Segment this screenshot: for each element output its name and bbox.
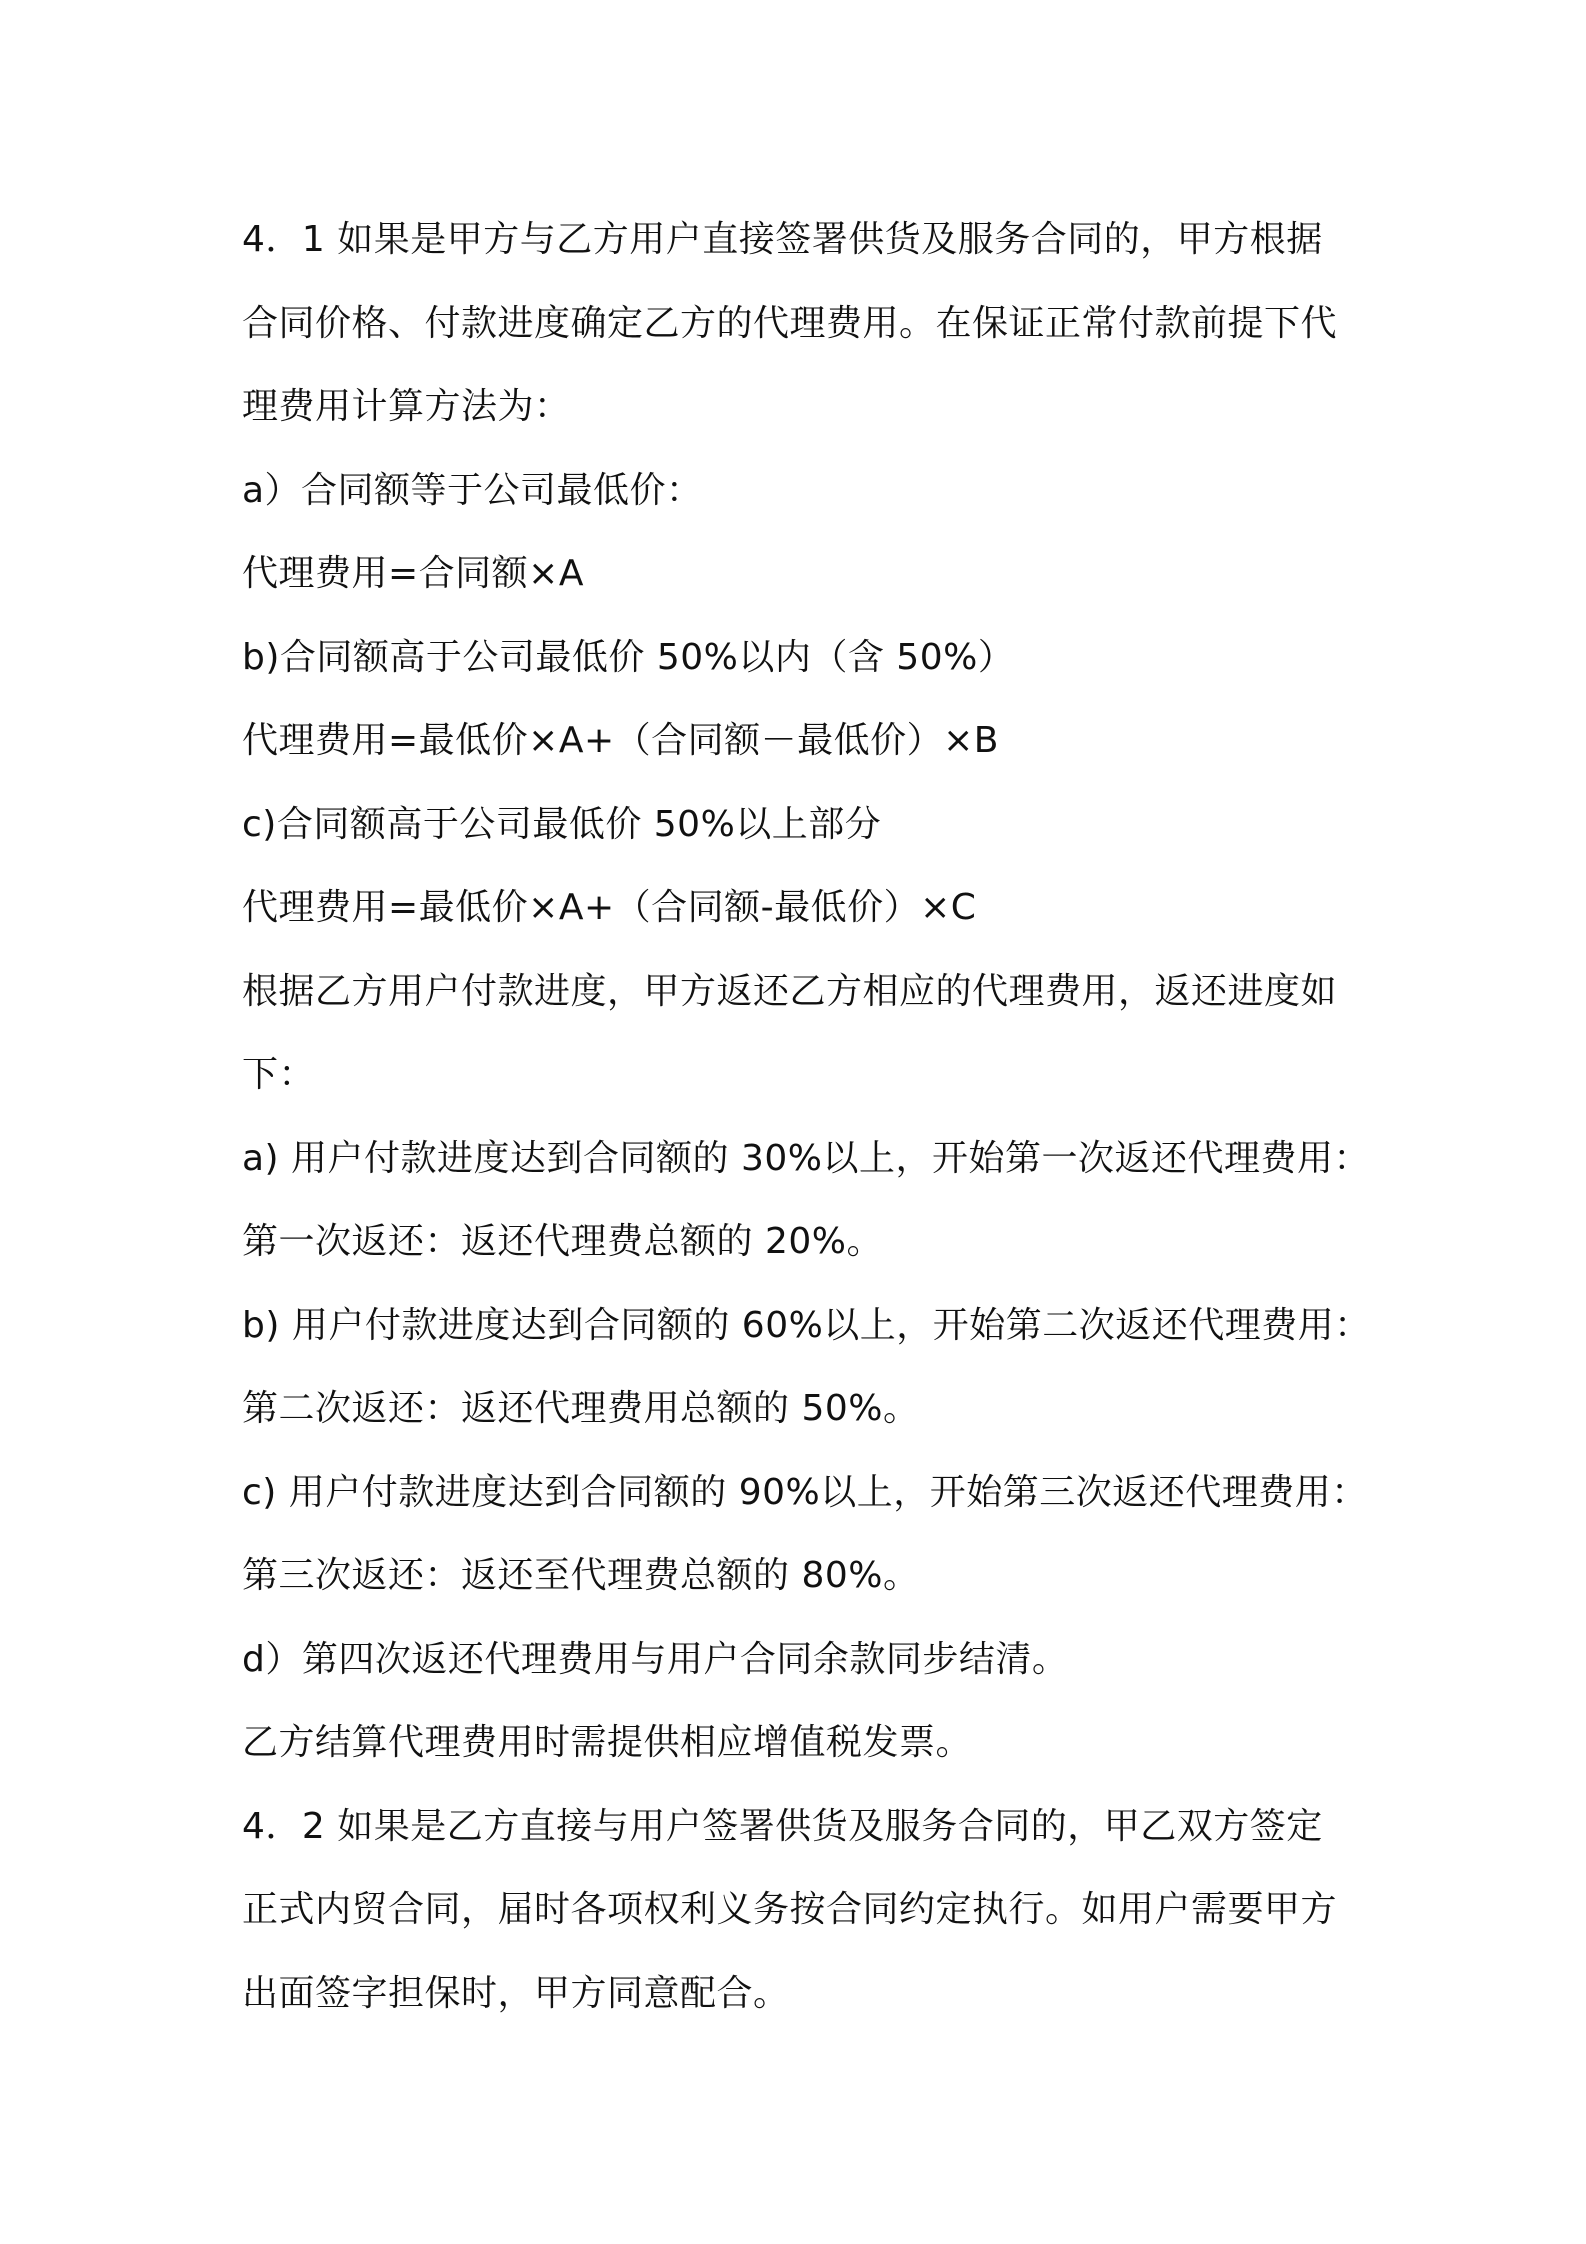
case-b-formula: 代理费用=最低价×A+（合同额－最低价）×B — [242, 720, 999, 761]
clause-4-2-line-2: 正式内贸合同，届时各项权利义务按合同约定执行。如用户需要甲方 — [242, 1889, 1338, 1930]
invoice-note: 乙方结算代理费用时需提供相应增值税发票。 — [242, 1722, 973, 1763]
refund-a-amount: 第一次返还：返还代理费总额的 20%。 — [242, 1221, 883, 1262]
refund-d: d）第四次返还代理费用与用户合同余款同步结清。 — [242, 1638, 1069, 1680]
clause-4-1-line-1: 4．1 如果是甲方与乙方用户直接签署供货及服务合同的，甲方根据 — [242, 219, 1323, 260]
refund-intro-line-2: 下： — [242, 1054, 316, 1095]
refund-c-condition: c) 用户付款进度达到合同额的 90%以上，开始第三次返还代理费用： — [242, 1471, 1368, 1513]
refund-a-condition: a) 用户付款进度达到合同额的 30%以上，开始第一次返还代理费用： — [242, 1137, 1371, 1179]
clause-4-2-line-1: 4．2 如果是乙方直接与用户签署供货及服务合同的，甲乙双方签定 — [242, 1805, 1323, 1847]
case-c-heading: c)合同额高于公司最低价 50%以上部分 — [242, 803, 882, 845]
clause-4-2-line-3: 出面签字担保时，甲方同意配合。 — [242, 1972, 790, 2014]
clause-4-1-line-3: 理费用计算方法为： — [242, 386, 571, 427]
clause-4-1-line-2: 合同价格、付款进度确定乙方的代理费用。在保证正常付款前提下代 — [242, 302, 1338, 344]
refund-intro-line-1: 根据乙方用户付款进度，甲方返还乙方相应的代理费用，返还进度如 — [242, 970, 1338, 1012]
refund-c-amount: 第三次返还：返还至代理费总额的 80%。 — [242, 1555, 920, 1596]
case-a-formula: 代理费用=合同额×A — [242, 553, 584, 594]
case-c-formula: 代理费用=最低价×A+（合同额-最低价）×C — [242, 887, 977, 928]
refund-b-amount: 第二次返还：返还代理费用总额的 50%。 — [242, 1388, 920, 1429]
case-a-heading: a）合同额等于公司最低价： — [242, 469, 703, 511]
refund-b-condition: b) 用户付款进度达到合同额的 60%以上，开始第二次返还代理费用： — [242, 1304, 1371, 1346]
document-body — [242, 198, 1371, 2035]
case-b-heading: b)合同额高于公司最低价 50%以内（含 50%） — [242, 636, 1015, 678]
